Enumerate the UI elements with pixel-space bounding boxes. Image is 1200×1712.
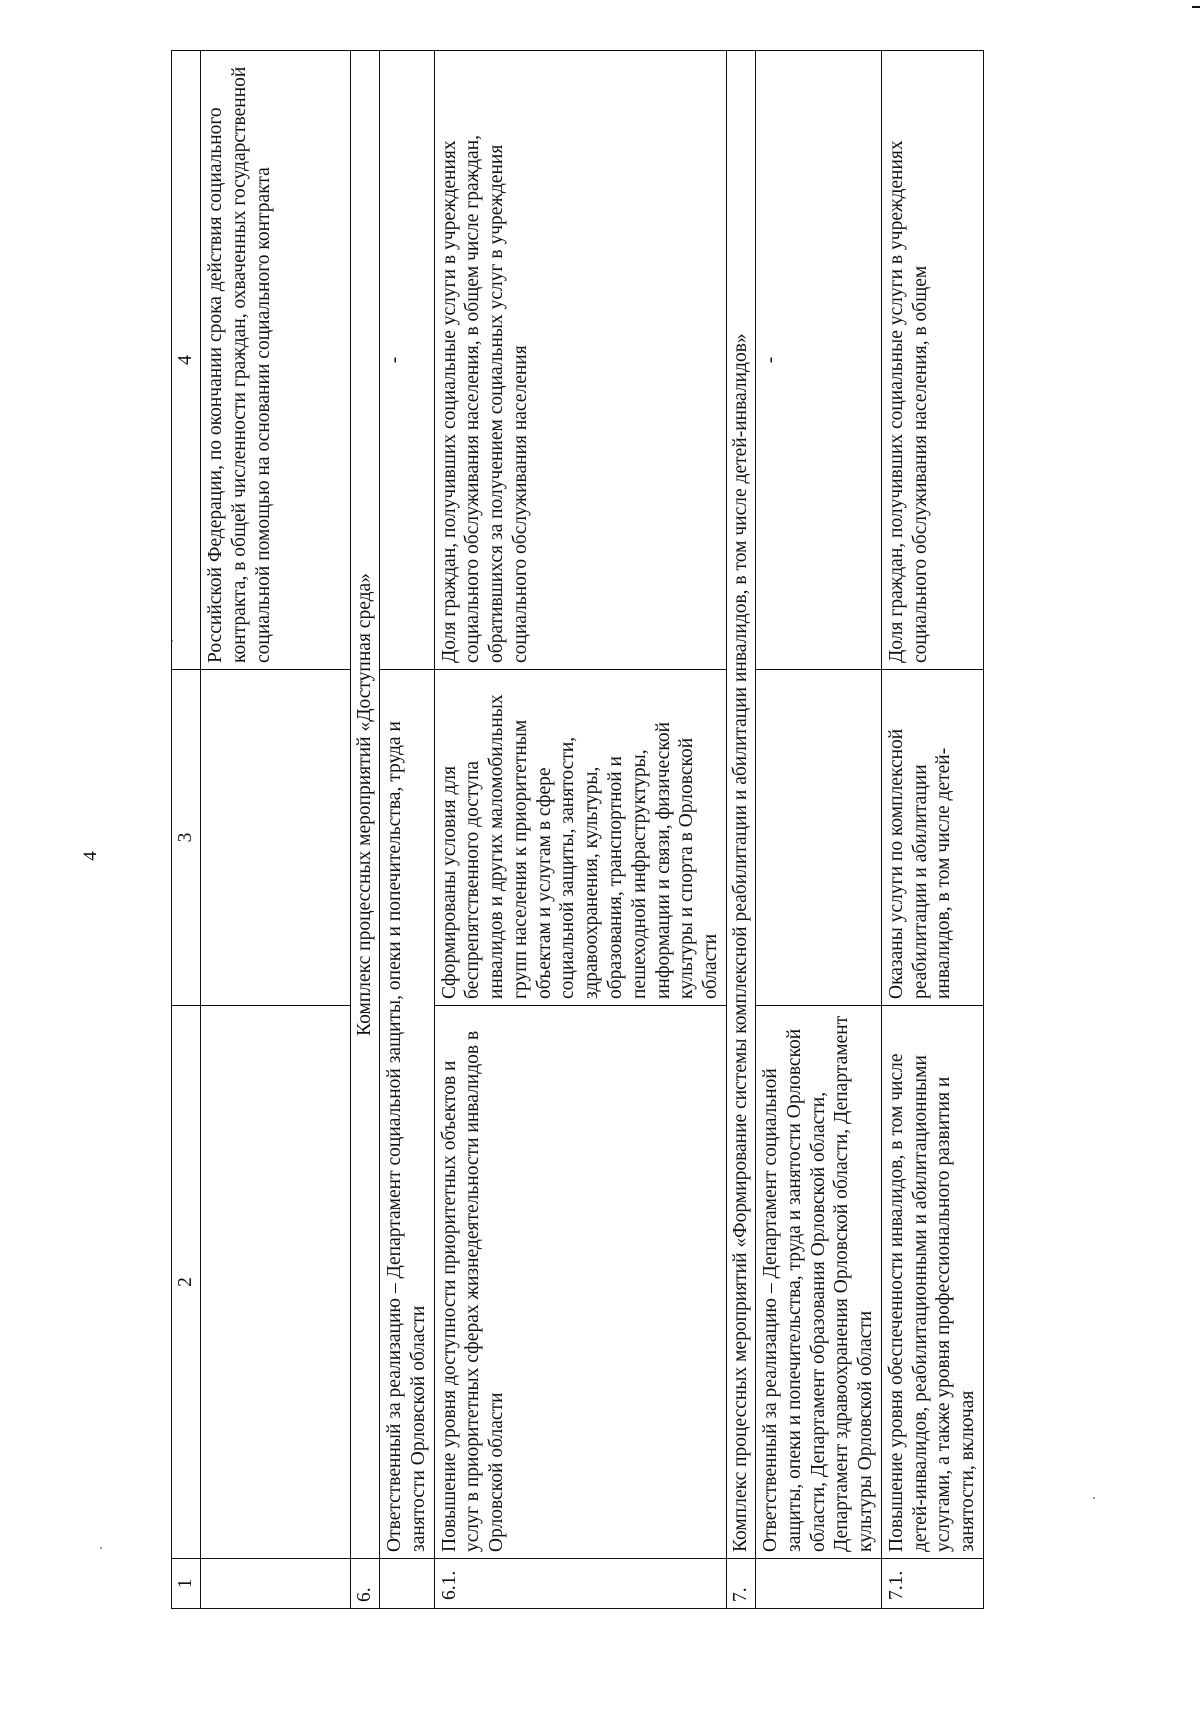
result-cell — [755, 670, 881, 1006]
indicator-link-cell — [380, 51, 435, 670]
table-header-row — [172, 51, 201, 1609]
section-title: Комплекс процессных мероприятий «Формирование системы комплексной реабилитации и абилитации инвалидов, в том числе детей-инвалидов» — [726, 51, 755, 1559]
indicator-link-cell: Российской Федерации, по окончании срока действия социального контракта, в общей численности граждан, охваченных государственной социальной помощью на основании социального контракта — [201, 51, 351, 670]
result-cell — [201, 670, 351, 1006]
document-table-region — [171, 51, 981, 1609]
row-number: 6. — [351, 1559, 380, 1609]
row-number: 7. — [726, 1559, 755, 1609]
indicator-link-cell: Доля граждан, получивших социальные услуги в учреждениях социального обслуживания населения, в общем — [881, 51, 983, 670]
section-row-6 — [351, 51, 380, 1609]
task-cell: Повышение уровня доступности приоритетных объектов и услуг в приоритетных сферах жизнедеятельности инвалидов в Орловской области — [434, 1006, 726, 1559]
row-number — [201, 1559, 351, 1609]
table-row-6-1 — [434, 51, 726, 1609]
column-header: 3 — [172, 670, 201, 1006]
scan-edge-mark — [1192, 6, 1200, 8]
row-number — [380, 1559, 435, 1609]
table-row-continuation — [201, 51, 351, 1609]
program-structure-table — [171, 50, 984, 1609]
row-number — [755, 1559, 881, 1609]
result-cell: Оказаны услуги по комплексной реабилитации и абилитации инвалидов, в том числе детей- — [881, 670, 983, 1006]
column-header: 2 — [172, 1006, 201, 1559]
indicator-link-cell: Доля граждан, получивших социальные услуги в учреждениях социального обслуживания населения, в общем числе граждан, обратившихся за получением социальных услуг в учреждения социального обслуживания населения — [434, 51, 726, 670]
dash-placeholder: - — [384, 356, 405, 364]
section-title: Комплекс процессных мероприятий «Доступная среда» — [351, 51, 380, 1559]
responsible-cell: Ответственный за реализацию – Департамент социальной защиты, опеки и попечительства, труда и занятости Орловской области — [380, 670, 435, 1559]
table-row-7-1 — [881, 51, 983, 1609]
column-header: 1 — [172, 1559, 201, 1609]
row-number: 7.1. — [881, 1559, 983, 1609]
result-cell: Сформированы условия для беспрепятственного доступа инвалидов и других маломобильных групп населения к приоритетным объектам и услугам в сфере социальной защиты, занятости, здравоохранения, культуры, образования, транспортной и пешеходной инфраструктуры, информации и связи, физической культуры и спорта в Орловской области — [434, 670, 726, 1006]
task-cell — [201, 1006, 351, 1559]
responsible-row-6 — [380, 51, 435, 1609]
section-row-7 — [726, 51, 755, 1609]
indicator-link-cell — [755, 51, 881, 670]
page-number: 4 — [80, 851, 101, 861]
responsible-cell: Ответственный за реализацию – Департамент социальной защиты, опеки и попечительства, труда и занятости Орловской области, Департамент образования Орловской области, Департамент здравоохранения Орловской области, Департамент культуры Орловской области — [755, 1006, 881, 1559]
task-cell: Повышение уровня обеспеченности инвалидов, в том числе детей-инвалидов, реабилитационными и абилитационными услугами, а также уровня профессионального развития и занятости, включая — [881, 1006, 983, 1559]
row-number: 6.1. — [434, 1559, 726, 1609]
column-header: 4 — [172, 51, 201, 670]
dash-placeholder: - — [759, 356, 781, 364]
responsible-row-7 — [755, 51, 881, 1609]
scan-speck — [100, 1547, 102, 1549]
scan-speck — [1093, 1497, 1095, 1499]
